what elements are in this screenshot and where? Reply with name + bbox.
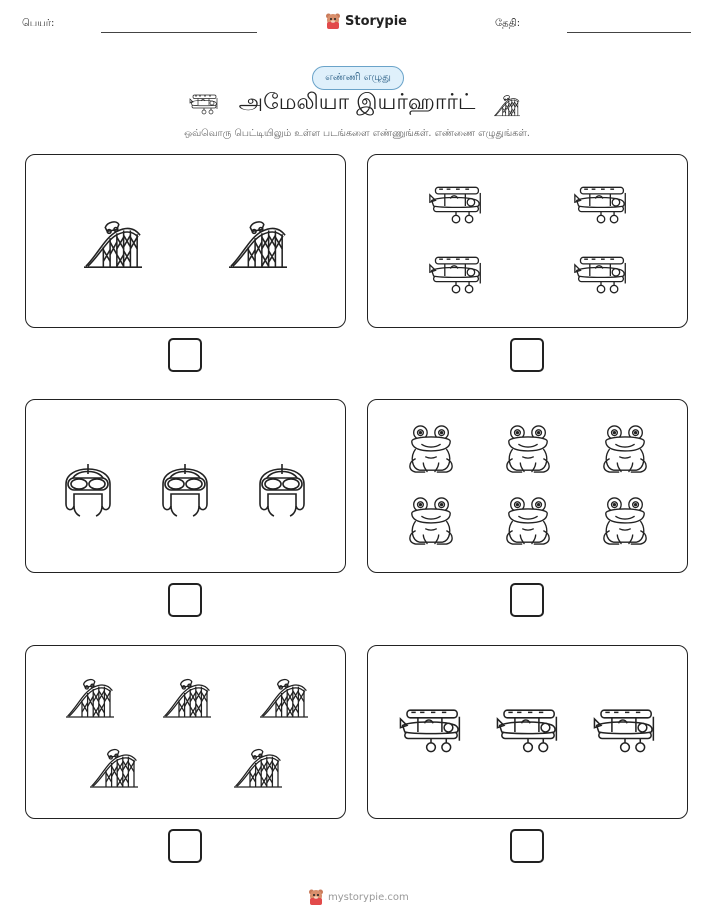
frog-icon [600,496,650,546]
name-line[interactable] [101,32,257,33]
answer-box-4[interactable] [510,583,544,617]
date-label: தேதி: [495,18,521,29]
answer-box-2[interactable] [510,338,544,372]
roller-coaster-icon [234,746,282,788]
page-title: அமேலியா இயர்ஹார்ட் [238,90,476,115]
roller-coaster-icon [90,746,138,788]
biplane-icon [398,708,464,756]
instructions: ஒவ்வொரு பெட்டியிலும் உள்ள படங்களை எண்ணுங்கள். எண்ணை எழுதுங்கள். [184,128,530,139]
frog-icon [503,424,553,474]
biplane-icon [592,708,658,756]
footer-url[interactable]: mystorypie.com [328,891,409,903]
roller-coaster-icon [494,92,520,118]
footer [308,888,409,906]
counting-card-5 [25,645,346,819]
bear-logo-icon [308,888,324,906]
biplane-icon [428,185,484,227]
aviator-helmet-icon [60,454,116,518]
activity-badge: எண்ணி எழுது [312,66,404,90]
counting-card-3 [25,399,346,573]
bear-logo-icon [325,12,341,30]
answer-box-5[interactable] [168,829,202,863]
counting-card-6 [367,645,688,819]
aviator-helmet-icon [254,454,310,518]
biplane-icon [495,708,561,756]
answer-box-1[interactable] [168,338,202,372]
frog-icon [406,424,456,474]
roller-coaster-icon [229,217,287,269]
roller-coaster-icon [84,217,142,269]
name-label: பெயர்: [22,18,55,29]
roller-coaster-icon [66,676,114,718]
counting-card-2 [367,154,688,328]
biplane-icon [573,185,629,227]
aviator-helmet-icon [157,454,213,518]
counting-card-4 [367,399,688,573]
frog-icon [600,424,650,474]
roller-coaster-icon [260,676,308,718]
frog-icon [406,496,456,546]
date-line[interactable] [567,32,691,33]
biplane-icon [573,255,629,297]
brand-name: Storypie [345,13,407,29]
biplane-icon [428,255,484,297]
answer-box-6[interactable] [510,829,544,863]
roller-coaster-icon [163,676,211,718]
frog-icon [503,496,553,546]
answer-box-3[interactable] [168,583,202,617]
brand-logo [325,12,407,30]
counting-card-1 [25,154,346,328]
